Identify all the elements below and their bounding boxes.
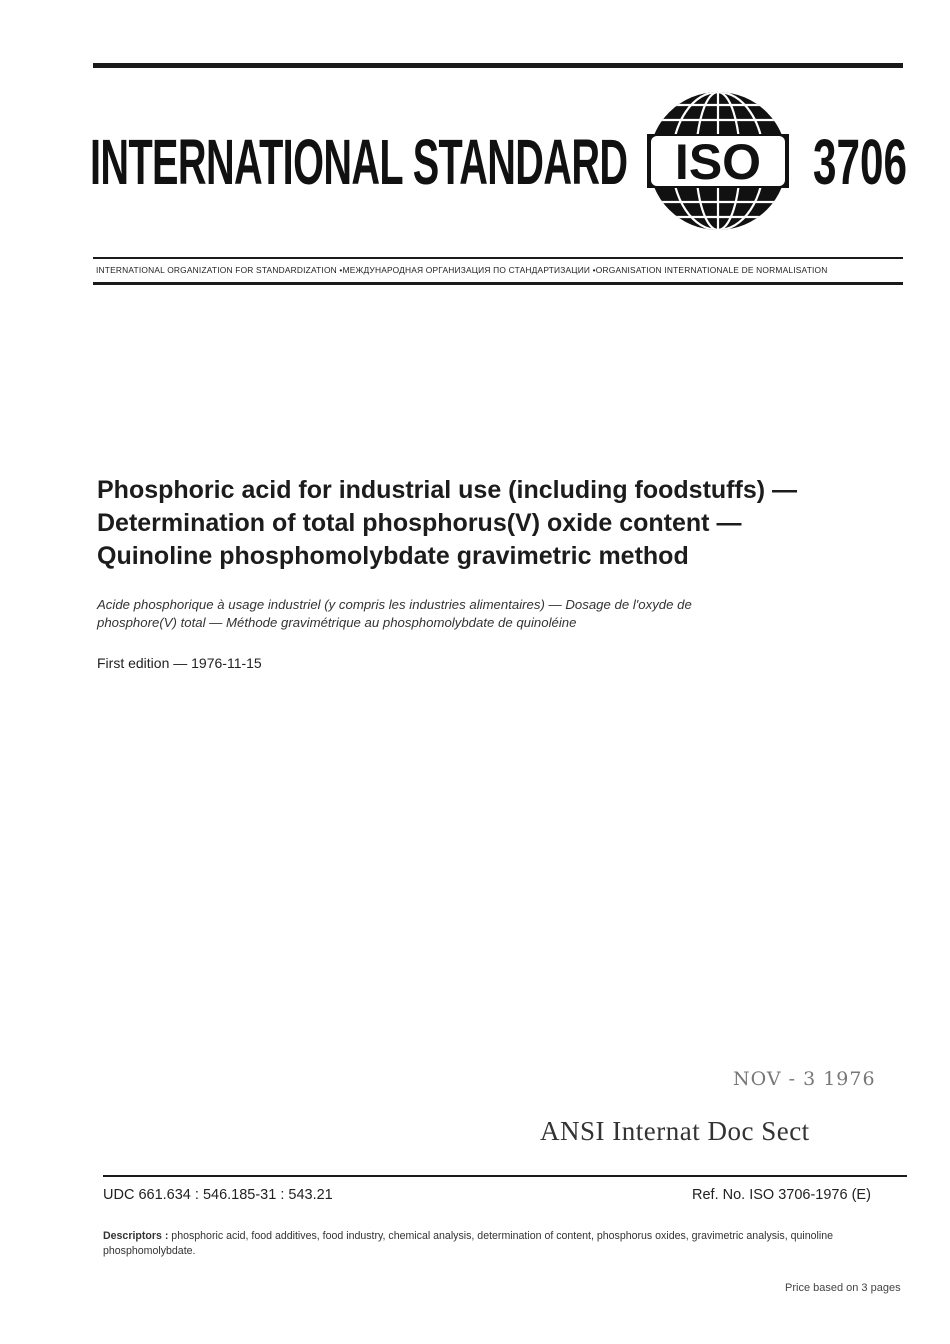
udc-number: UDC 661.634 : 546.185-31 : 543.21 — [103, 1187, 333, 1203]
header-rule-upper — [93, 257, 903, 259]
title-line: Phosphoric acid for industrial use (including foodstuffs) — — [97, 476, 798, 504]
descriptors-text: phosphoric acid, food additives, food industry, chemical analysis, determination of content, phosphorus oxides, gravimetric analysis, quinoline phosphomolybdate. — [103, 1230, 833, 1257]
header-rule-lower — [93, 282, 903, 285]
price-note: Price based on 3 pages — [785, 1282, 901, 1294]
top-rule — [93, 63, 903, 68]
french-title-line: Acide phosphorique à usage industriel (y compris les industries alimentaires) — Dosage de l'oxyde de — [97, 597, 692, 612]
organization-names: INTERNATIONAL ORGANIZATION FOR STANDARDIZATION •МЕЖДУНАРОДНАЯ ОРГАНИЗАЦИЯ ПО СТАНДАРТИЗАЦИИ •ORGANISATION INTERNATIONALE DE NORMALISATION — [96, 265, 828, 275]
footer-rule — [103, 1175, 907, 1177]
french-title — [97, 596, 797, 632]
iso-logo — [647, 90, 789, 232]
title-line: Quinoline phosphomolybdate gravimetric method — [97, 542, 689, 570]
descriptors — [103, 1229, 913, 1259]
department-stamp: ANSI Internat Doc Sect — [540, 1116, 810, 1146]
standard-number: 3706 — [813, 126, 907, 198]
reference-number: Ref. No. ISO 3706-1976 (E) — [692, 1187, 871, 1203]
edition-date: First edition — 1976-11-15 — [97, 655, 262, 671]
iso-logo-text: ISO — [674, 134, 762, 190]
title-line: Determination of total phosphorus(V) oxide content — — [97, 509, 742, 537]
received-date-stamp: NOV - 3 1976 — [733, 1068, 876, 1090]
french-title-line: phosphore(V) total — Méthode gravimétrique au phosphomolybdate de quinoléine — [97, 615, 577, 630]
document-title — [97, 474, 897, 573]
descriptors-label: Descriptors : — [103, 1230, 169, 1242]
document-type-title: INTERNATIONAL STANDARD — [90, 126, 628, 198]
